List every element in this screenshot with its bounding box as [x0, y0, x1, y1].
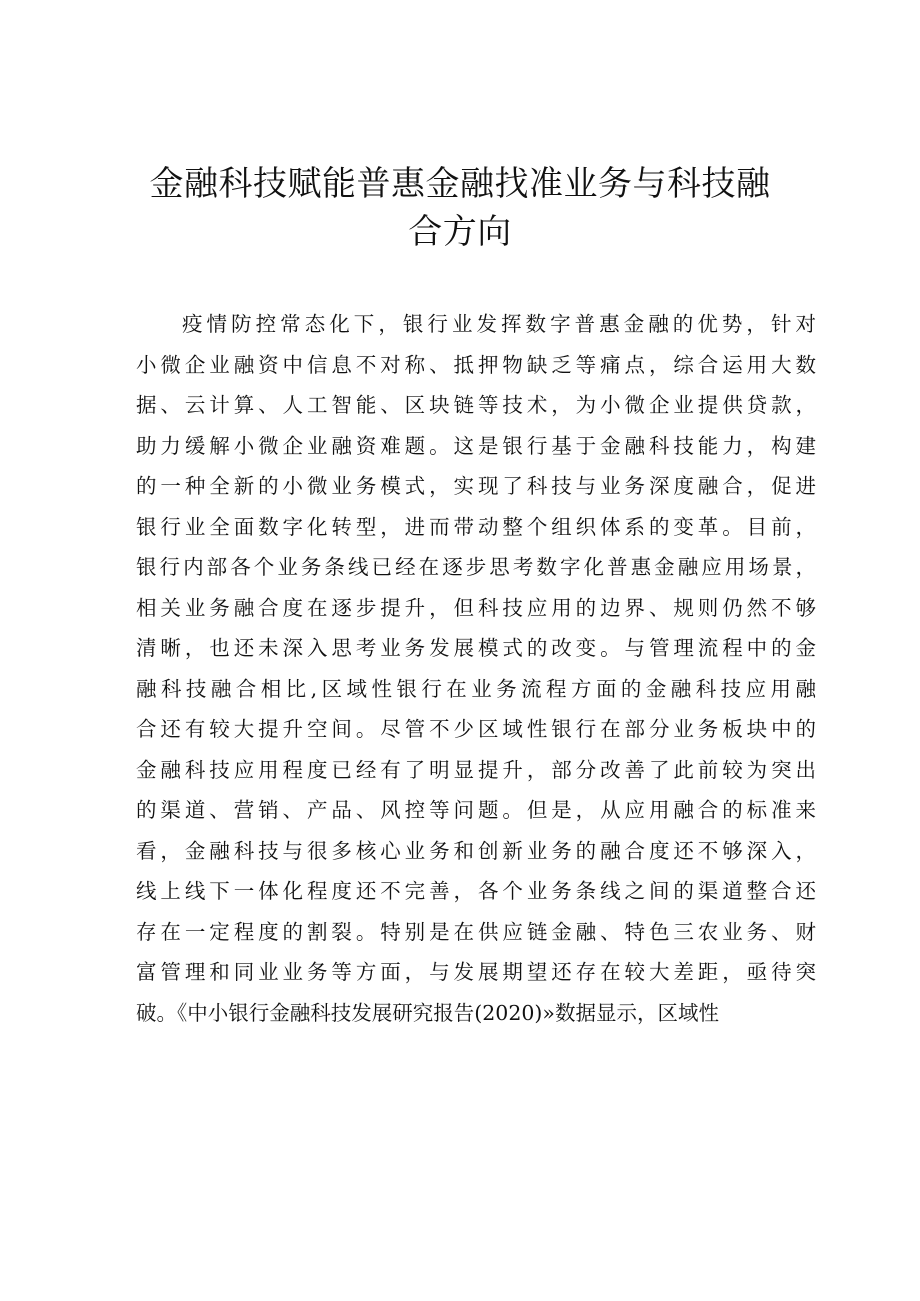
paragraph-line: 清晰，也还未深入思考业务发展模式的改变。与管理流程中的金 — [136, 636, 816, 660]
paragraph-line: 小微企业融资中信息不对称、抵押物缺乏等痛点，综合运用大数 — [136, 352, 816, 377]
paragraph-line: 破。《中小银行金融科技发展研究报告(2020)»数据显示，区域性 — [136, 1000, 719, 1025]
paragraph-line: 据、云计算、人工智能、区块链等技术，为小微企业提供贷款， — [136, 393, 816, 417]
document-title — [100, 160, 820, 256]
paragraph-line: 相关业务融合度在逐步提升，但科技应用的边界、规则仍然不够 — [136, 595, 816, 620]
title-line-2: 合方向 — [408, 212, 512, 252]
paragraph-line: 银行内部各个业务条线已经在逐步思考数字化普惠金融应用场景， — [136, 555, 816, 579]
body-paragraph — [136, 304, 816, 1033]
paragraph-line: 的渠道、营销、产品、风控等问题。但是，从应用融合的标准来 — [136, 798, 816, 822]
paragraph-line: 助力缓解小微企业融资难题。这是银行基于金融科技能力，构建 — [136, 433, 816, 458]
paragraph-line: 合还有较大提升空间。尽管不少区域性银行在部分业务板块中的 — [136, 717, 816, 741]
paragraph-line: 金融科技应用程度已经有了明显提升，部分改善了此前较为突出 — [136, 757, 816, 782]
paragraph-line: 线上线下一体化程度还不完善，各个业务条线之间的渠道整合还 — [136, 879, 816, 903]
paragraph-line: 看，金融科技与很多核心业务和创新业务的融合度还不够深入， — [136, 838, 816, 863]
paragraph-line: 银行业全面数字化转型，进而带动整个组织体系的变革。目前， — [136, 514, 816, 539]
paragraph-line: 融科技融合相比,区域性银行在业务流程方面的金融科技应用融 — [136, 676, 816, 701]
paragraph-line: 疫情防控常态化下，银行业发挥数字普惠金融的优势，针对 — [182, 312, 816, 336]
paragraph-line: 的一种全新的小微业务模式，实现了科技与业务深度融合，促进 — [136, 474, 816, 498]
paragraph-line: 富管理和同业业务等方面，与发展期望还存在较大差距，亟待突 — [136, 960, 816, 984]
title-line-1: 金融科技赋能普惠金融找准业务与科技融 — [149, 164, 771, 204]
paragraph-line: 存在一定程度的割裂。特别是在供应链金融、特色三农业务、财 — [136, 919, 816, 944]
